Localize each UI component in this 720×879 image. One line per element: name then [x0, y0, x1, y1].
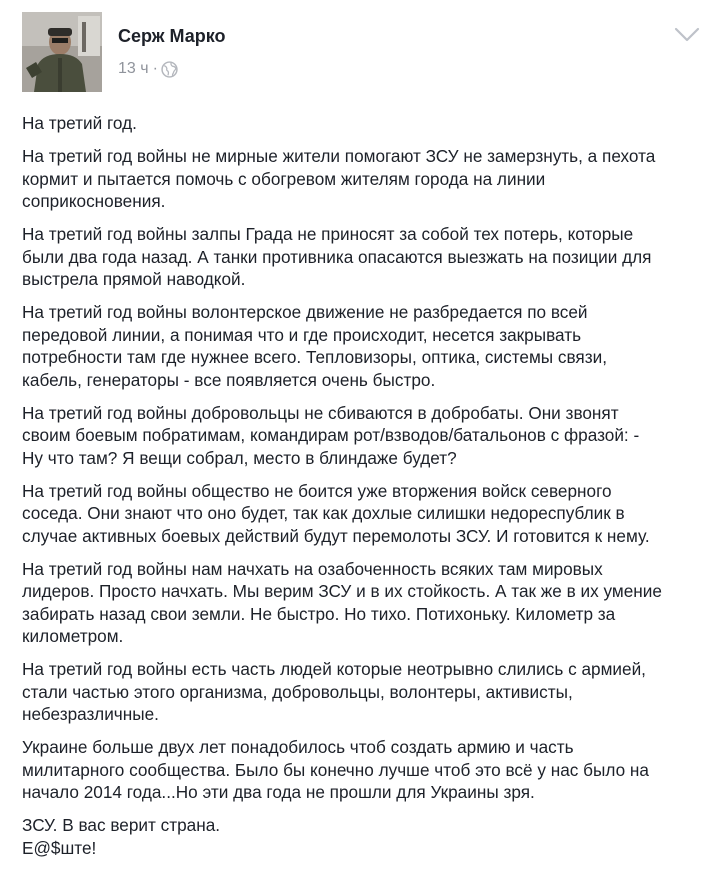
paragraph-line: милитарного сообщества. Было бы конечно лучше чтоб это всё у нас было на — [22, 759, 649, 780]
paragraph-line: небезразличные. — [22, 704, 159, 724]
paragraph-line: Ну что там? Я вещи собрал, место в блиндаже будет? — [22, 447, 457, 468]
paragraph-line: На третий год войны залпы Града не приносят за собой тех потерь, которые — [22, 224, 634, 244]
paragraph-line: На третий год войны не мирные жители помогают ЗСУ не замерзнуть, а пехота — [22, 146, 656, 166]
paragraph-line: своим боевым побратимам, командирам рот/взводов/батальонов с фразой: - — [22, 425, 640, 445]
avatar-photo — [22, 12, 102, 92]
post-header — [22, 12, 702, 92]
paragraph-line: На третий год войны добровольцы не сбиваются в добробаты. Они звонят — [22, 402, 619, 423]
post-paragraph — [22, 558, 702, 648]
paragraph-line: забирать назад свои земли. Не быстро. Но тихо. Потихоньку. Километр за — [22, 603, 616, 624]
post-paragraph — [22, 658, 702, 726]
chevron-down-icon[interactable] — [674, 26, 700, 44]
paragraph-line: кормит и пытается помочь с обогревом жителям города на линии — [22, 168, 546, 189]
paragraph-line: На третий год войны нам начхать на озабоченность всяких там мировых — [22, 558, 603, 579]
post-paragraph — [22, 402, 702, 470]
meta-separator: · — [152, 60, 158, 77]
post-paragraph — [22, 145, 702, 213]
paragraph-line: выстрела прямой наводкой. — [22, 269, 246, 289]
paragraph-line: ЗСУ. В вас верит страна. — [22, 815, 221, 835]
post-paragraph — [22, 814, 702, 859]
paragraph-line: Е@$ште! — [22, 837, 97, 858]
globe-icon[interactable] — [161, 61, 178, 78]
paragraph-line: километром. — [22, 626, 124, 646]
paragraph-line: На третий год. — [22, 113, 137, 133]
paragraph-line: Украине больше двух лет понадобилось чтоб создать армию и часть — [22, 737, 574, 757]
paragraph-line: стали частью этого организма, добровольцы, волонтеры, активисты, — [22, 681, 573, 702]
post-paragraph — [22, 112, 702, 135]
paragraph-line: соприкосновения. — [22, 191, 166, 211]
paragraph-line: На третий год войны волонтерское движение не разбредается по всей — [22, 302, 588, 322]
post-paragraph — [22, 736, 702, 804]
paragraph-line: начало 2014 года...Но эти два года не прошли для Украины зря. — [22, 782, 535, 802]
paragraph-line: случае активных боевых действий будут перемолоты ЗСУ. И готовится к нему. — [22, 525, 650, 546]
post-meta — [118, 60, 178, 78]
paragraph-line: лидеров. Просто начхать. Мы верим ЗСУ и в их стойкость. А так же в их умение — [22, 581, 662, 601]
paragraph-line: передовой линии, а понимая что и где происходит, несется закрывать — [22, 324, 582, 345]
post-body — [22, 112, 702, 870]
paragraph-line: были два года назад. А танки противника опасаются выезжать на позиции для — [22, 246, 652, 267]
author-name[interactable]: Серж Марко — [118, 26, 226, 46]
post-paragraph — [22, 301, 702, 391]
avatar[interactable] — [22, 12, 102, 92]
post-time[interactable]: 13 ч — [118, 60, 149, 77]
paragraph-line: потребности там где нужнее всего. Тепловизоры, оптика, системы связи, — [22, 347, 607, 367]
paragraph-line: кабель, генераторы - все появляется очень быстро. — [22, 369, 436, 390]
paragraph-line: На третий год войны общество не боится уже вторжения войск северного — [22, 480, 612, 501]
paragraph-line: На третий год войны есть часть людей которые неотрывно слились с армией, — [22, 659, 646, 679]
paragraph-line: соседа. Они знают что оно будет, так как дохлые силишки недореспублик в — [22, 503, 625, 523]
post-paragraph — [22, 223, 702, 291]
post-paragraph — [22, 480, 702, 548]
